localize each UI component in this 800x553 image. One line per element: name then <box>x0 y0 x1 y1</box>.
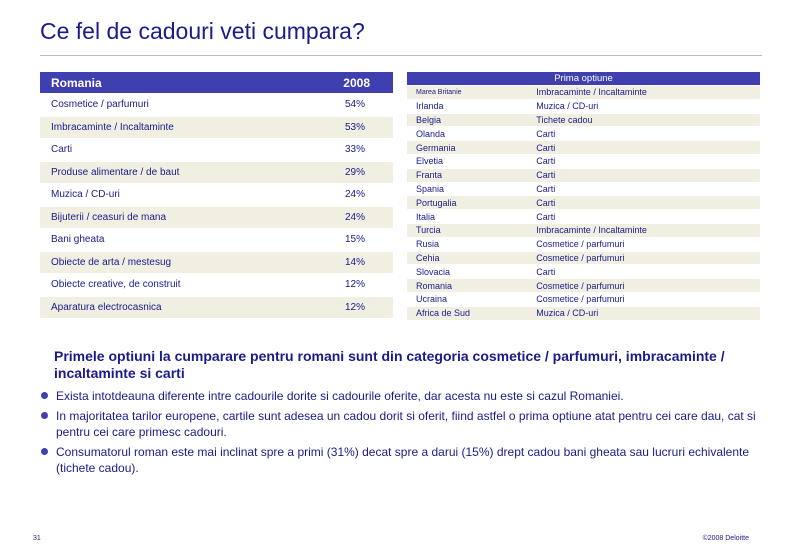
country-name: Cehia <box>407 251 532 265</box>
table-row <box>40 94 393 117</box>
table-row <box>407 223 760 237</box>
gift-category: Obiecte de arta / mestesug <box>40 251 301 274</box>
first-option-value: Carti <box>532 182 760 196</box>
page-title: Ce fel de cadouri veti cumpara? <box>40 18 365 44</box>
country-name: Olanda <box>407 127 532 141</box>
bullet-dot-icon <box>41 448 48 455</box>
table-row <box>407 168 760 182</box>
gift-percent: 15% <box>301 229 393 252</box>
gift-percent: 24% <box>301 184 393 207</box>
bullet-text: Exista intotdeauna diferente intre cadourile dorite si cadourile oferite, dar acesta nu este si cazul Romaniei. <box>56 389 624 403</box>
first-option-value: Carti <box>532 127 760 141</box>
table-row <box>40 274 393 297</box>
table-row <box>407 210 760 224</box>
table-row <box>407 127 760 141</box>
gift-percent: 24% <box>301 206 393 229</box>
gift-category: Cosmetice / parfumuri <box>40 94 301 117</box>
first-option-value: Imbracaminte / Incaltaminte <box>532 86 760 100</box>
copyright: ©2008 Deloitte <box>702 535 749 542</box>
header-year: 2008 <box>301 72 393 94</box>
first-option-value: Carti <box>532 210 760 224</box>
country-name: Marea Britanie <box>407 86 532 100</box>
table-row <box>40 116 393 139</box>
first-option-value: Carti <box>532 196 760 210</box>
bullet-dot-icon <box>41 392 48 399</box>
country-name: Romania <box>407 279 532 293</box>
gift-percent: 33% <box>301 139 393 162</box>
gift-category: Muzica / CD-uri <box>40 184 301 207</box>
bullet-item <box>40 444 770 476</box>
gift-percent: 12% <box>301 296 393 318</box>
first-option-value: Carti <box>532 168 760 182</box>
first-option-value: Cosmetice / parfumuri <box>532 292 760 306</box>
table-row <box>407 141 760 155</box>
key-finding-heading: Primele optiuni la cumparare pentru romani sunt din categoria cosmetice / parfumuri, imbracaminte / incaltaminte si carti <box>54 348 725 381</box>
gift-category: Produse alimentare / de baut <box>40 161 301 184</box>
country-name: Africa de Sud <box>407 306 532 319</box>
first-option-body <box>407 86 760 320</box>
country-name: Rusia <box>407 237 532 251</box>
gift-percent: 29% <box>301 161 393 184</box>
bullet-list <box>40 388 770 480</box>
table-row <box>40 296 393 318</box>
header-country: Romania <box>40 72 301 94</box>
country-name: Turcia <box>407 223 532 237</box>
gift-category: Carti <box>40 139 301 162</box>
table-row <box>407 196 760 210</box>
table-header-row <box>40 72 393 94</box>
table-row <box>407 86 760 100</box>
gift-percent: 14% <box>301 251 393 274</box>
first-option-value: Carti <box>532 141 760 155</box>
country-name: Germania <box>407 141 532 155</box>
table-row <box>40 206 393 229</box>
first-option-table <box>407 72 760 320</box>
first-option-value: Cosmetice / parfumuri <box>532 279 760 293</box>
romania-gifts-body <box>40 94 393 319</box>
country-name: Elvetia <box>407 154 532 168</box>
table-row <box>40 161 393 184</box>
bullet-item <box>40 408 770 440</box>
bullet-item <box>40 388 770 404</box>
title-divider <box>40 55 762 56</box>
table-row <box>407 292 760 306</box>
header-first-option: Prima optiune <box>407 72 760 86</box>
country-name: Portugalia <box>407 196 532 210</box>
bullet-dot-icon <box>41 412 48 419</box>
table-row <box>407 237 760 251</box>
country-name: Ucraina <box>407 292 532 306</box>
table-row <box>407 182 760 196</box>
bullet-text: Consumatorul roman este mai inclinat spre a primi (31%) decat spre a darui (15%) drept cadou bani gheata sau lucruri echivalente (tichete cadou). <box>56 445 750 475</box>
country-name: Belgia <box>407 113 532 127</box>
first-option-value: Carti <box>532 265 760 279</box>
country-name: Slovacia <box>407 265 532 279</box>
gift-category: Bijuterii / ceasuri de mana <box>40 206 301 229</box>
gift-percent: 54% <box>301 94 393 117</box>
page-number: 31 <box>33 535 41 542</box>
first-option-value: Muzica / CD-uri <box>532 99 760 113</box>
gift-category: Imbracaminte / Incaltaminte <box>40 116 301 139</box>
gift-percent: 53% <box>301 116 393 139</box>
gift-category: Bani gheata <box>40 229 301 252</box>
table-row <box>40 251 393 274</box>
table-row <box>40 139 393 162</box>
table-row <box>407 265 760 279</box>
country-name: Italia <box>407 210 532 224</box>
table-row <box>407 306 760 319</box>
table-row <box>407 113 760 127</box>
country-name: Irlanda <box>407 99 532 113</box>
first-option-value: Carti <box>532 154 760 168</box>
country-name: Franta <box>407 168 532 182</box>
first-option-value: Cosmetice / parfumuri <box>532 237 760 251</box>
gift-category: Aparatura electrocasnica <box>40 296 301 318</box>
first-option-value: Imbracaminte / Incaltaminte <box>532 223 760 237</box>
country-name: Spania <box>407 182 532 196</box>
table-row <box>407 251 760 265</box>
table-row <box>407 99 760 113</box>
table-row <box>40 184 393 207</box>
first-option-value: Tichete cadou <box>532 113 760 127</box>
romania-gifts-table <box>40 72 393 318</box>
bullet-text: In majoritatea tarilor europene, cartile sunt adesea un cadou dorit si oferit, fiind astfel o prima optiune atat pentru cei care dau, cat si pentru cei care primesc cadouri. <box>56 409 756 439</box>
table-row <box>40 229 393 252</box>
table-row <box>407 279 760 293</box>
first-option-value: Muzica / CD-uri <box>532 306 760 319</box>
gift-category: Obiecte creative, de construit <box>40 274 301 297</box>
table-header-row <box>407 72 760 86</box>
gift-percent: 12% <box>301 274 393 297</box>
table-row <box>407 154 760 168</box>
first-option-value: Cosmetice / parfumuri <box>532 251 760 265</box>
